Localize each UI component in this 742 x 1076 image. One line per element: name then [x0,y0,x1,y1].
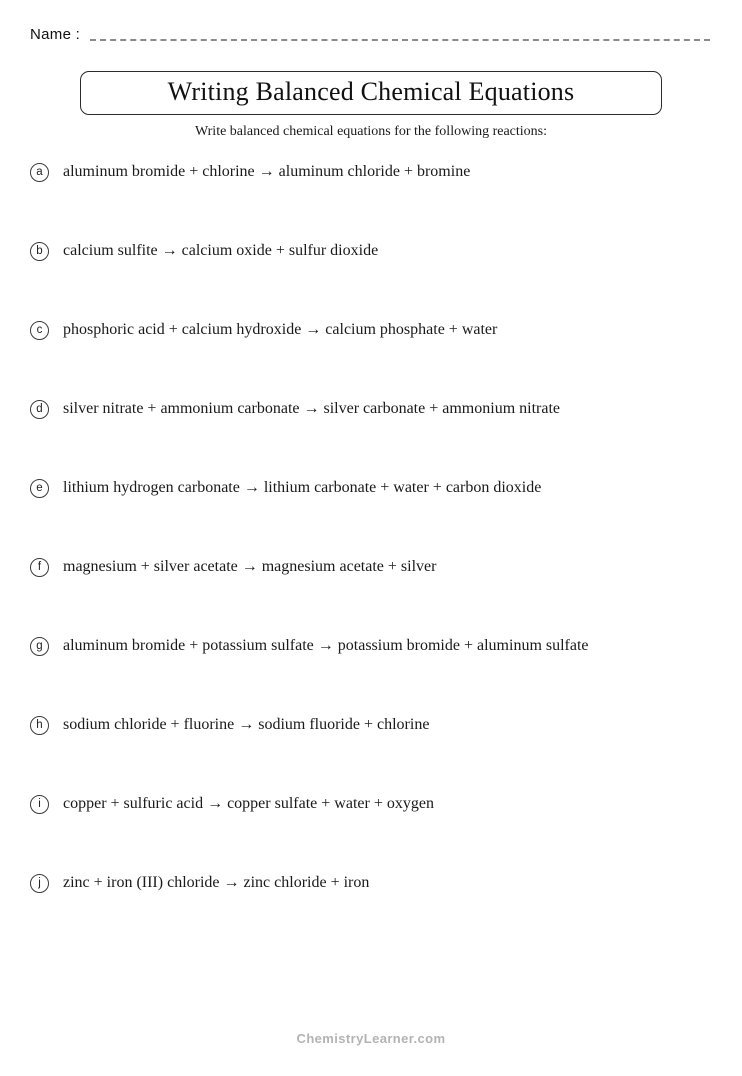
question-text: aluminum bromide + chlorine → aluminum chloride + bromine [63,163,471,180]
question-text: copper + sulfuric acid → copper sulfate + water + oxygen [63,795,434,812]
question-label: g [30,637,49,656]
question-text: calcium sulfite → calcium oxide + sulfur dioxide [63,242,379,259]
instructions-text: Write balanced chemical equations for the following reactions: [194,124,548,139]
question-text: zinc + iron (III) chloride → zinc chloride + iron [63,874,370,891]
page-title: Writing Balanced Chemical Equations [167,77,575,106]
question-text: phosphoric acid + calcium hydroxide → calcium phosphate + water [63,321,498,338]
question-row [30,161,706,183]
name-fill-in-line[interactable] [90,39,710,41]
question-label: e [30,479,49,498]
question-label: j [30,874,49,893]
question-row [30,240,706,262]
question-row [30,872,706,894]
question-row [30,714,706,736]
question-label: c [30,321,49,340]
question-row [30,556,706,578]
question-label: f [30,558,49,577]
question-label: b [30,242,49,261]
question-text: magnesium + silver acetate → magnesium acetate + silver [63,558,437,575]
site-credit: ChemistryLearner.com [296,1031,446,1046]
question-label: d [30,400,49,419]
name-label: Name : [30,26,81,43]
question-label: a [30,163,49,182]
question-text: sodium chloride + fluorine → sodium fluoride + chlorine [63,716,430,733]
question-row [30,398,706,420]
question-row [30,477,706,499]
question-row [30,635,706,657]
question-text: lithium hydrogen carbonate → lithium carbonate + water + carbon dioxide [63,479,542,496]
question-row [30,793,706,815]
question-label: i [30,795,49,814]
worksheet-title-box [80,71,662,115]
question-text: aluminum bromide + potassium sulfate → potassium bromide + aluminum sulfate [63,637,589,654]
name-row [30,26,710,43]
question-label: h [30,716,49,735]
questions-list [30,161,706,894]
question-text: silver nitrate + ammonium carbonate → silver carbonate + ammonium nitrate [63,400,560,417]
question-row [30,319,706,341]
